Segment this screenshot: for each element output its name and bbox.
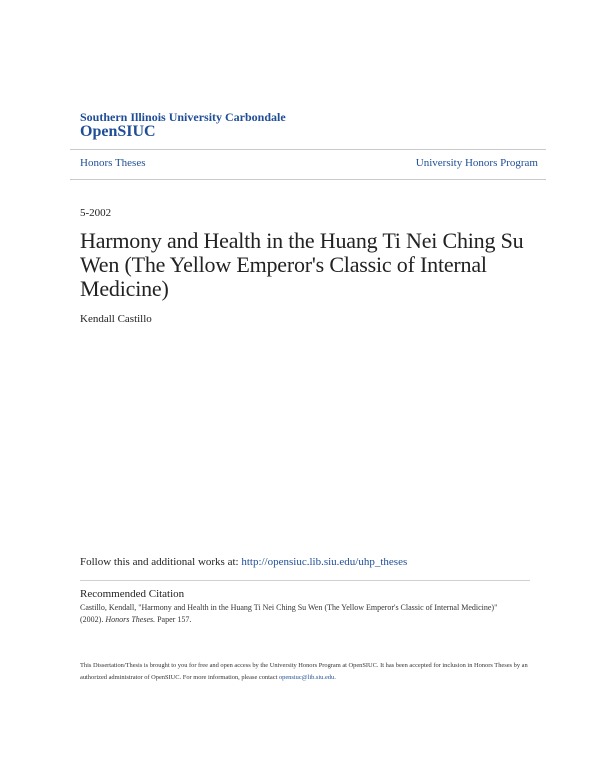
citation-main: Castillo, Kendall, "Harmony and Health in the Huang Ti Nei Ching Su Wen (The Yellow Emperor's Classic of Internal Medicine)" (2002). [80, 603, 498, 624]
citation-text [80, 602, 520, 626]
author-name: Kendall Castillo [80, 313, 152, 325]
nav-divider [70, 179, 546, 180]
access-notice-text: This Dissertation/Thesis is brought to you for free and open access by the University Honors Program at OpenSIUC. It has been accepted for inclusion in Honors Theses by an authorized administrator of OpenSIUC. For more information, please contact [80, 662, 528, 681]
follow-label: Follow this and additional works at: [80, 556, 242, 568]
top-divider [70, 149, 546, 150]
institution-name[interactable]: Southern Illinois University Carbondale [80, 110, 286, 124]
paper-title: Harmony and Health in the Huang Ti Nei Ching Su Wen (The Yellow Emperor's Classic of Internal Medicine) [80, 228, 524, 301]
citation-series: Honors Theses. [105, 615, 156, 624]
follow-line [80, 556, 407, 568]
citation-divider [80, 580, 530, 581]
follow-link[interactable]: http://opensiuc.lib.siu.edu/uhp_theses [241, 556, 408, 568]
honors-theses-link[interactable]: Honors Theses [80, 157, 146, 169]
repository-name[interactable]: OpenSIUC [80, 123, 156, 140]
contact-email-link[interactable]: opensiuc@lib.siu.edu [278, 674, 335, 681]
access-notice-end: . [334, 674, 336, 681]
citation-heading: Recommended Citation [80, 588, 185, 600]
publication-date: 5-2002 [80, 207, 112, 219]
access-notice [80, 660, 530, 684]
citation-paper: Paper 157. [155, 615, 192, 624]
university-honors-program-link[interactable]: University Honors Program [415, 157, 538, 169]
